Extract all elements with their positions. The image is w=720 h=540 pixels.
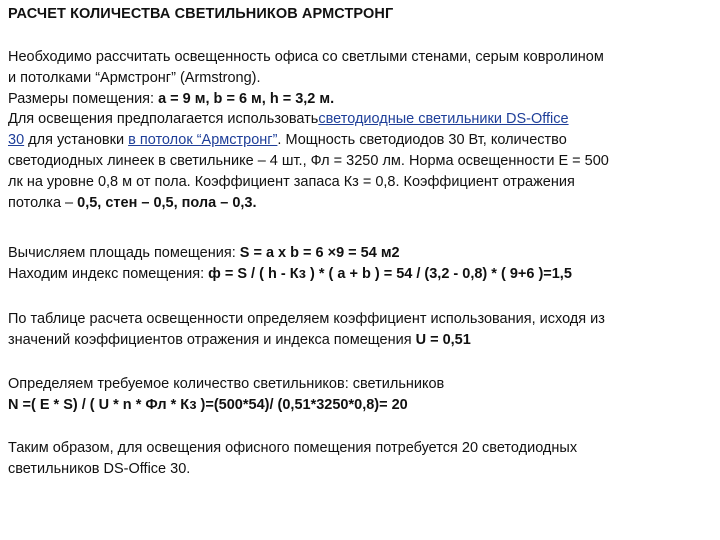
- reflection-coefficients-line: [8, 193, 708, 214]
- conclusion-line-1: Таким образом, для освещения офисного помещения потребуется 20 светодиодных: [8, 440, 578, 456]
- room-dimensions-label: Размеры помещения:: [8, 90, 159, 107]
- intro-line-5-rest: . Мощность светодиодов 30 Вт, количество: [277, 132, 567, 149]
- quantity-line-2: [8, 395, 708, 416]
- problem-statement: [8, 47, 708, 213]
- utilization-calculation: [8, 309, 708, 351]
- conclusion: [8, 438, 708, 480]
- utilization-line-1: По таблице расчета освещенности определяем коэффициент использования, исходя из: [8, 311, 605, 327]
- area-calculation: [8, 243, 708, 285]
- reflection-label: потолка –: [8, 194, 78, 211]
- intro-line-7: лк на уровне 0,8 м от пола. Коэффициент запаса Кз = 0,8. Коэффициент отражения: [8, 173, 575, 190]
- armstrong-ceiling-link[interactable]: в потолок “Армстронг”: [128, 132, 278, 149]
- fixtures-link[interactable]: светодиодные светильники DS-Office: [318, 111, 569, 128]
- room-dimensions-values: a = 9 м, b = 6 м, h = 3,2 м.: [158, 90, 335, 107]
- intro-line-2: и потолками “Армстронг” (Armstrong).: [8, 69, 261, 86]
- utilization-label: значений коэффициентов отражения и индекса помещения: [8, 331, 416, 348]
- room-index-line: [8, 264, 708, 285]
- quantity-formula: N =( E * S) / ( U * n * Фл * Кз )=(500*54)/ (0,51*3250*0,8)= 20: [8, 396, 408, 413]
- room-dimensions-line: [8, 89, 708, 110]
- room-index-formula: ф = S / ( h - Кз ) * ( a + b ) = 54 / (3,2 - 0,8) * ( 9+6 )=1,5: [208, 265, 572, 282]
- utilization-value: U = 0,51: [415, 331, 471, 348]
- intro-line-4: [8, 109, 708, 130]
- quantity-calculation: [8, 374, 708, 416]
- document-title: РАСЧЕТ КОЛИЧЕСТВА СВЕТИЛЬНИКОВ АРМСТРОНГ: [8, 6, 394, 22]
- reflection-values: 0,5, стен – 0,5, пола – 0,3.: [77, 194, 257, 211]
- room-index-label: Находим индекс помещения:: [8, 265, 209, 282]
- area-line: [8, 243, 708, 264]
- intro-line-6: светодиодных линеек в светильнике – 4 шт., Фл = 3250 лм. Норма освещенности Е = 500: [8, 152, 609, 169]
- fixtures-link-continued[interactable]: 30: [8, 132, 25, 149]
- utilization-line-2: [8, 330, 708, 351]
- conclusion-line-2: светильников DS-Office 30.: [8, 460, 191, 477]
- quantity-line-1: Определяем требуемое количество светильников: светильников: [8, 376, 445, 392]
- intro-line-5-text: для установки: [24, 132, 129, 149]
- intro-line-5: [8, 130, 708, 151]
- intro-line-1: Необходимо рассчитать освещенность офиса со светлыми стенами, серым ковролином: [8, 49, 604, 65]
- area-label: Вычисляем площадь помещения:: [8, 245, 240, 261]
- area-formula: S = а х b = 6 ×9 = 54 м2: [239, 245, 400, 261]
- intro-line-4-text: Для освещения предполагается использовать: [8, 111, 319, 128]
